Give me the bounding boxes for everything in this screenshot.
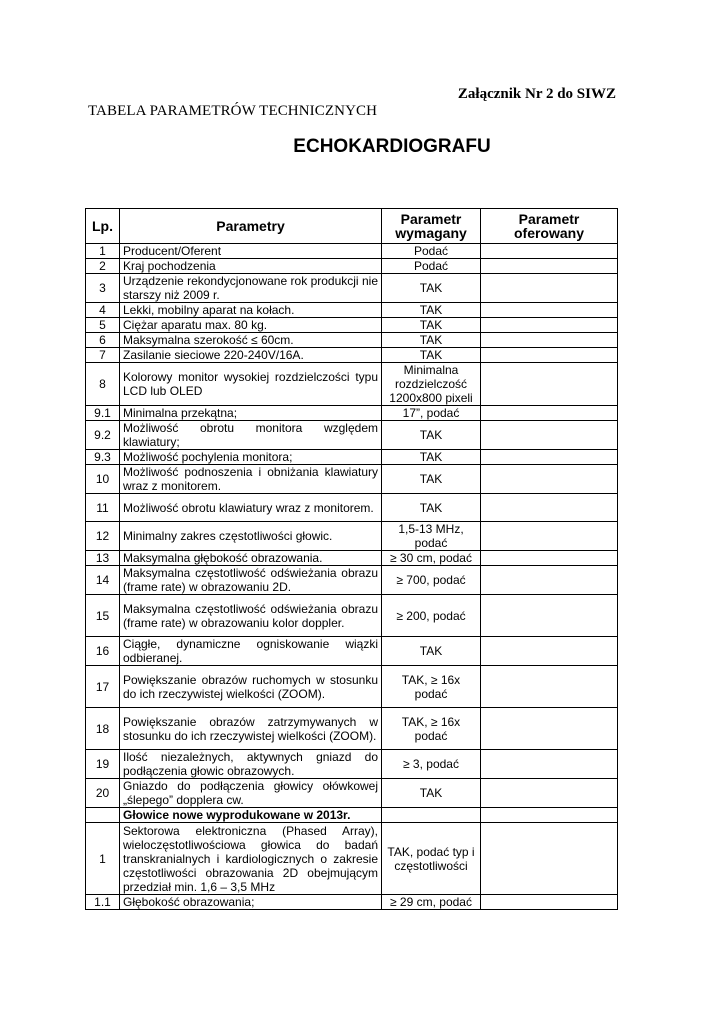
row-parameter: Ciężar aparatu max. 80 kg. xyxy=(120,318,382,333)
row-parameter: Minimalny zakres częstotliwości głowic. xyxy=(120,522,382,551)
row-offered-value[interactable] xyxy=(481,566,618,595)
section-empty-cell xyxy=(86,808,120,823)
row-required-value: Podać xyxy=(382,259,481,274)
table-row xyxy=(86,750,618,779)
table-row xyxy=(86,259,618,274)
column-header-required: Parametr wymagany xyxy=(382,209,481,244)
row-parameter: Możliwość podnoszenia i obniżania klawiatury wraz z monitorem. xyxy=(120,465,382,494)
row-offered-value[interactable] xyxy=(481,823,618,895)
row-offered-value[interactable] xyxy=(481,637,618,666)
row-number: 8 xyxy=(86,363,120,406)
row-offered-value[interactable] xyxy=(481,363,618,406)
table-row xyxy=(86,779,618,808)
row-required-value: ≥ 30 cm, podać xyxy=(382,551,481,566)
table-row xyxy=(86,333,618,348)
row-required-value: TAK xyxy=(382,465,481,494)
row-offered-value[interactable] xyxy=(481,274,618,303)
column-header-lp: Lp. xyxy=(86,209,120,244)
row-number: 20 xyxy=(86,779,120,808)
row-parameter: Ciągłe, dynamiczne ogniskowanie wiązki odbieranej. xyxy=(120,637,382,666)
row-offered-value[interactable] xyxy=(481,244,618,259)
row-parameter: Maksymalna głębokość obrazowania. xyxy=(120,551,382,566)
row-parameter: Głębokość obrazowania; xyxy=(120,895,382,910)
row-offered-value[interactable] xyxy=(481,750,618,779)
row-number: 11 xyxy=(86,494,120,522)
section-empty-cell xyxy=(481,808,618,823)
row-offered-value[interactable] xyxy=(481,494,618,522)
row-offered-value[interactable] xyxy=(481,348,618,363)
row-required-value: TAK, ≥ 16x podać xyxy=(382,666,481,708)
row-parameter: Kolorowy monitor wysokiej rozdzielczości typu LCD lub OLED xyxy=(120,363,382,406)
row-offered-value[interactable] xyxy=(481,779,618,808)
row-required-value: 1,5-13 MHz, podać xyxy=(382,522,481,551)
parameters-table xyxy=(85,208,618,910)
column-header-offered: Parametr oferowany xyxy=(481,209,618,244)
row-required-value: TAK xyxy=(382,348,481,363)
table-row xyxy=(86,421,618,450)
row-parameter: Producent/Oferent xyxy=(120,244,382,259)
row-required-value: TAK xyxy=(382,333,481,348)
row-offered-value[interactable] xyxy=(481,333,618,348)
row-parameter: Możliwość obrotu klawiatury wraz z monitorem. xyxy=(120,494,382,522)
row-offered-value[interactable] xyxy=(481,895,618,910)
section-label: Głowice nowe wyprodukowane w 2013r. xyxy=(120,808,382,823)
row-offered-value[interactable] xyxy=(481,465,618,494)
row-offered-value[interactable] xyxy=(481,551,618,566)
table-row xyxy=(86,895,618,910)
row-parameter: Maksymalna częstotliwość odświeżania obrazu (frame rate) w obrazowaniu 2D. xyxy=(120,566,382,595)
row-parameter: Możliwość pochylenia monitora; xyxy=(120,450,382,465)
row-offered-value[interactable] xyxy=(481,522,618,551)
table-row xyxy=(86,708,618,750)
table-row xyxy=(86,551,618,566)
row-parameter: Minimalna przekątna; xyxy=(120,406,382,421)
row-required-value: Minimalna rozdzielczość 1200x800 pixeli xyxy=(382,363,481,406)
row-number: 2 xyxy=(86,259,120,274)
row-required-value: TAK xyxy=(382,303,481,318)
row-offered-value[interactable] xyxy=(481,708,618,750)
row-number: 1 xyxy=(86,244,120,259)
table-row xyxy=(86,348,618,363)
row-number: 17 xyxy=(86,666,120,708)
section-row xyxy=(86,808,618,823)
row-parameter: Możliwość obrotu monitora względem klawiatury; xyxy=(120,421,382,450)
table-row xyxy=(86,494,618,522)
row-required-value: ≥ 700, podać xyxy=(382,566,481,595)
table-row xyxy=(86,450,618,465)
row-parameter: Gniazdo do podłączenia głowicy ołówkowej „ślepego” dopplera cw. xyxy=(120,779,382,808)
row-required-value: TAK xyxy=(382,450,481,465)
row-required-value: TAK xyxy=(382,274,481,303)
row-offered-value[interactable] xyxy=(481,303,618,318)
section-empty-cell xyxy=(382,808,481,823)
row-offered-value[interactable] xyxy=(481,406,618,421)
row-parameter: Maksymalna szerokość ≤ 60cm. xyxy=(120,333,382,348)
row-number: 12 xyxy=(86,522,120,551)
row-number: 9.1 xyxy=(86,406,120,421)
row-number: 16 xyxy=(86,637,120,666)
row-number: 1.1 xyxy=(86,895,120,910)
row-number: 6 xyxy=(86,333,120,348)
row-parameter: Kraj pochodzenia xyxy=(120,259,382,274)
row-required-value: ≥ 29 cm, podać xyxy=(382,895,481,910)
table-row xyxy=(86,406,618,421)
row-offered-value[interactable] xyxy=(481,421,618,450)
row-number: 1 xyxy=(86,823,120,895)
row-number: 10 xyxy=(86,465,120,494)
row-parameter: Lekki, mobilny aparat na kołach. xyxy=(120,303,382,318)
table-row xyxy=(86,465,618,494)
row-parameter: Zasilanie sieciowe 220-240V/16A. xyxy=(120,348,382,363)
row-required-value: TAK xyxy=(382,779,481,808)
row-number: 15 xyxy=(86,595,120,637)
row-required-value: ≥ 3, podać xyxy=(382,750,481,779)
row-required-value: 17”, podać xyxy=(382,406,481,421)
table-row xyxy=(86,318,618,333)
column-header-parameters: Parametry xyxy=(120,209,382,244)
row-offered-value[interactable] xyxy=(481,666,618,708)
row-offered-value[interactable] xyxy=(481,450,618,465)
row-required-value: ≥ 200, podać xyxy=(382,595,481,637)
row-parameter: Powiększanie obrazów zatrzymywanych w stosunku do ich rzeczywistej wielkości (ZOOM). xyxy=(120,708,382,750)
row-number: 4 xyxy=(86,303,120,318)
table-row xyxy=(86,303,618,318)
row-number: 14 xyxy=(86,566,120,595)
row-number: 9.3 xyxy=(86,450,120,465)
row-required-value: TAK xyxy=(382,421,481,450)
row-required-value: TAK, podać typ i częstotliwości xyxy=(382,823,481,895)
row-number: 3 xyxy=(86,274,120,303)
row-parameter: Maksymalna częstotliwość odświeżania obrazu (frame rate) w obrazowaniu kolor doppler. xyxy=(120,595,382,637)
row-parameter: Sektorowa elektroniczna (Phased Array), wieloczęstotliwościowa głowica do badań transkranialnych i kardiologicznych o zakresie częstotliwości obrazowania 2D obejmującym przedział min. 1,6 – 3,5 MHz xyxy=(120,823,382,895)
table-row xyxy=(86,666,618,708)
row-offered-value[interactable] xyxy=(481,595,618,637)
row-required-value: TAK xyxy=(382,318,481,333)
table-row xyxy=(86,823,618,895)
row-number: 5 xyxy=(86,318,120,333)
row-required-value: TAK xyxy=(382,637,481,666)
table-row xyxy=(86,595,618,637)
row-parameter: Ilość niezależnych, aktywnych gniazd do podłączenia głowic obrazowych. xyxy=(120,750,382,779)
row-number: 7 xyxy=(86,348,120,363)
table-header-row xyxy=(86,209,618,244)
row-number: 19 xyxy=(86,750,120,779)
table-row xyxy=(86,566,618,595)
table-row xyxy=(86,363,618,406)
table-row xyxy=(86,637,618,666)
row-parameter: Urządzenie rekondycjonowane rok produkcji nie starszy niż 2009 r. xyxy=(120,274,382,303)
attachment-label: Załącznik Nr 2 do SIWZ xyxy=(457,86,616,102)
table-row xyxy=(86,244,618,259)
row-offered-value[interactable] xyxy=(481,318,618,333)
row-required-value: TAK xyxy=(382,494,481,522)
row-parameter: Powiększanie obrazów ruchomych w stosunku do ich rzeczywistej wielkości (ZOOM). xyxy=(120,666,382,708)
row-number: 13 xyxy=(86,551,120,566)
document-title: ECHOKARDIOGRAFU xyxy=(293,136,491,157)
table-row xyxy=(86,274,618,303)
row-number: 18 xyxy=(86,708,120,750)
row-required-value: Podać xyxy=(382,244,481,259)
table-row xyxy=(86,522,618,551)
row-number: 9.2 xyxy=(86,421,120,450)
row-offered-value[interactable] xyxy=(481,259,618,274)
row-required-value: TAK, ≥ 16x podać xyxy=(382,708,481,750)
table-title: TABELA PARAMETRÓW TECHNICZNYCH xyxy=(88,103,378,119)
